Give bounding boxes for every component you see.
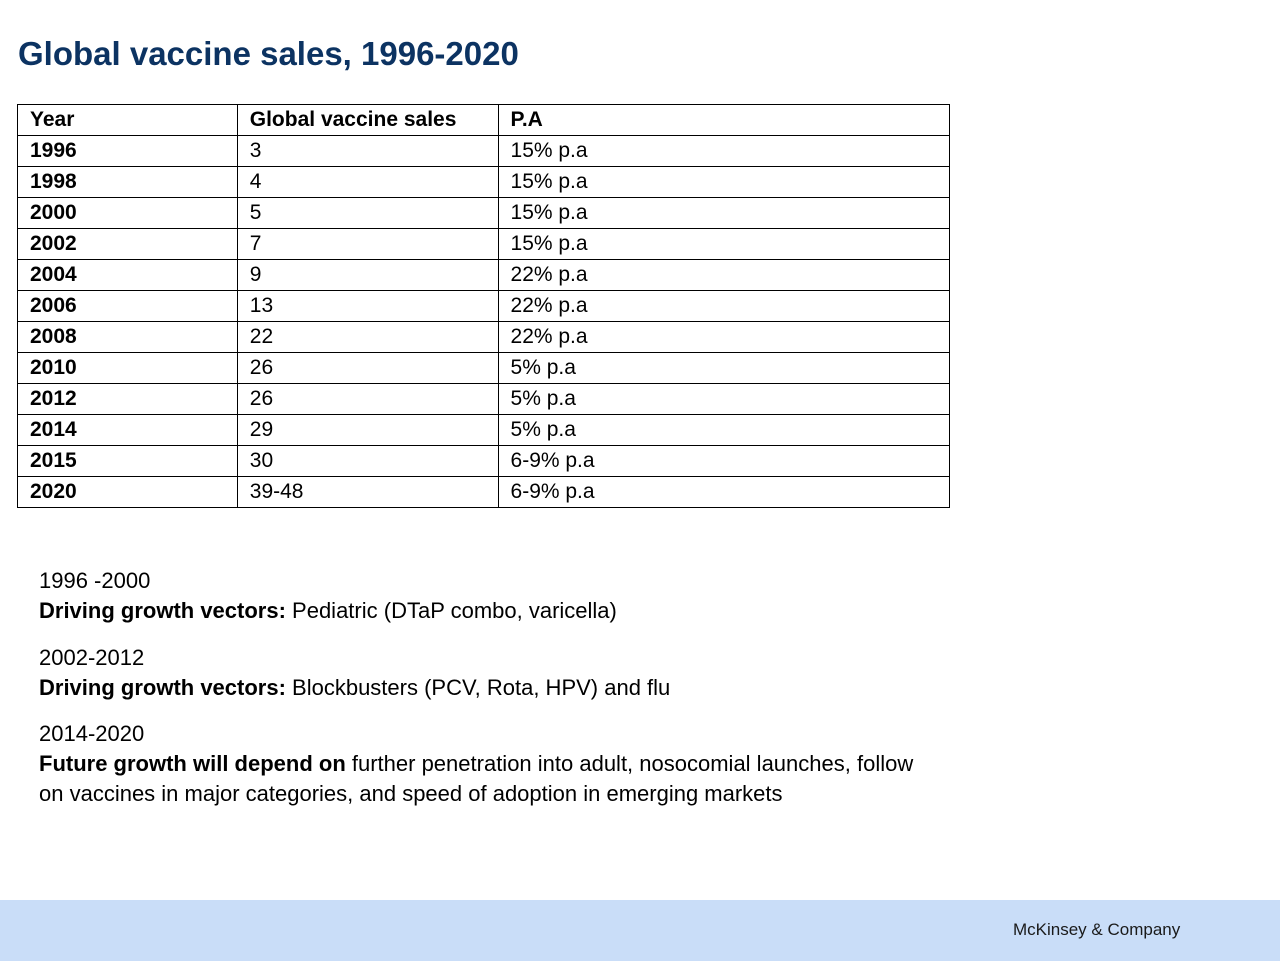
note-lead: Driving growth vectors: bbox=[39, 675, 286, 700]
table-row bbox=[18, 446, 950, 477]
note-lead: Future growth will depend on bbox=[39, 751, 346, 776]
note-period: 1996 -2000 bbox=[39, 568, 151, 593]
cell-sales: 22 bbox=[237, 322, 498, 353]
cell-sales: 7 bbox=[237, 229, 498, 260]
note-body: further penetration into adult, nosocomial launches, follow on vaccines in major categories, and speed of adoption in emerging markets bbox=[39, 751, 914, 806]
cell-pa: 22% p.a bbox=[498, 260, 949, 291]
cell-sales: 26 bbox=[237, 353, 498, 384]
cell-sales: 9 bbox=[237, 260, 498, 291]
table-row bbox=[18, 322, 950, 353]
footer-brand: McKinsey & Company bbox=[1013, 920, 1181, 939]
page-title: Global vaccine sales, 1996-2020 bbox=[18, 35, 519, 72]
cell-pa: 6-9% p.a bbox=[498, 477, 949, 508]
note-body: Blockbusters (PCV, Rota, HPV) and flu bbox=[285, 675, 671, 700]
note-text bbox=[39, 596, 939, 626]
table-row bbox=[18, 198, 950, 229]
cell-sales: 30 bbox=[237, 446, 498, 477]
cell-sales: 26 bbox=[237, 384, 498, 415]
table-row bbox=[18, 291, 950, 322]
note-period: 2002-2012 bbox=[39, 645, 145, 670]
cell-year: 2004 bbox=[18, 260, 238, 291]
cell-year: 2000 bbox=[18, 198, 238, 229]
vaccine-sales-table bbox=[17, 104, 950, 508]
cell-sales: 13 bbox=[237, 291, 498, 322]
table-row bbox=[18, 167, 950, 198]
note-text bbox=[39, 749, 939, 809]
cell-pa: 6-9% p.a bbox=[498, 446, 949, 477]
note-lead: Driving growth vectors: bbox=[39, 598, 286, 623]
header-year: Year bbox=[18, 105, 238, 136]
table-header-row bbox=[18, 105, 950, 136]
cell-pa: 5% p.a bbox=[498, 384, 949, 415]
cell-pa: 15% p.a bbox=[498, 136, 949, 167]
cell-pa: 22% p.a bbox=[498, 291, 949, 322]
table-row bbox=[18, 136, 950, 167]
cell-pa: 15% p.a bbox=[498, 167, 949, 198]
cell-year: 2015 bbox=[18, 446, 238, 477]
cell-sales: 39-48 bbox=[237, 477, 498, 508]
table-row bbox=[18, 260, 950, 291]
cell-year: 2020 bbox=[18, 477, 238, 508]
cell-year: 2010 bbox=[18, 353, 238, 384]
cell-pa: 5% p.a bbox=[498, 353, 949, 384]
cell-year: 2006 bbox=[18, 291, 238, 322]
cell-sales: 3 bbox=[237, 136, 498, 167]
table-row bbox=[18, 353, 950, 384]
table-row bbox=[18, 384, 950, 415]
cell-pa: 5% p.a bbox=[498, 415, 949, 446]
table-row bbox=[18, 415, 950, 446]
cell-sales: 29 bbox=[237, 415, 498, 446]
cell-year: 2002 bbox=[18, 229, 238, 260]
cell-sales: 5 bbox=[237, 198, 498, 229]
cell-year: 1998 bbox=[18, 167, 238, 198]
cell-year: 2012 bbox=[18, 384, 238, 415]
cell-year: 1996 bbox=[18, 136, 238, 167]
note-text bbox=[39, 673, 939, 703]
cell-sales: 4 bbox=[237, 167, 498, 198]
table-row bbox=[18, 477, 950, 508]
growth-notes bbox=[39, 566, 939, 809]
note-body: Pediatric (DTaP combo, varicella) bbox=[285, 598, 617, 623]
cell-pa: 15% p.a bbox=[498, 198, 949, 229]
cell-pa: 15% p.a bbox=[498, 229, 949, 260]
note-period: 2014-2020 bbox=[39, 721, 145, 746]
table-row bbox=[18, 229, 950, 260]
cell-year: 2014 bbox=[18, 415, 238, 446]
header-sales: Global vaccine sales bbox=[237, 105, 498, 136]
cell-year: 2008 bbox=[18, 322, 238, 353]
cell-pa: 22% p.a bbox=[498, 322, 949, 353]
header-pa: P.A bbox=[498, 105, 949, 136]
